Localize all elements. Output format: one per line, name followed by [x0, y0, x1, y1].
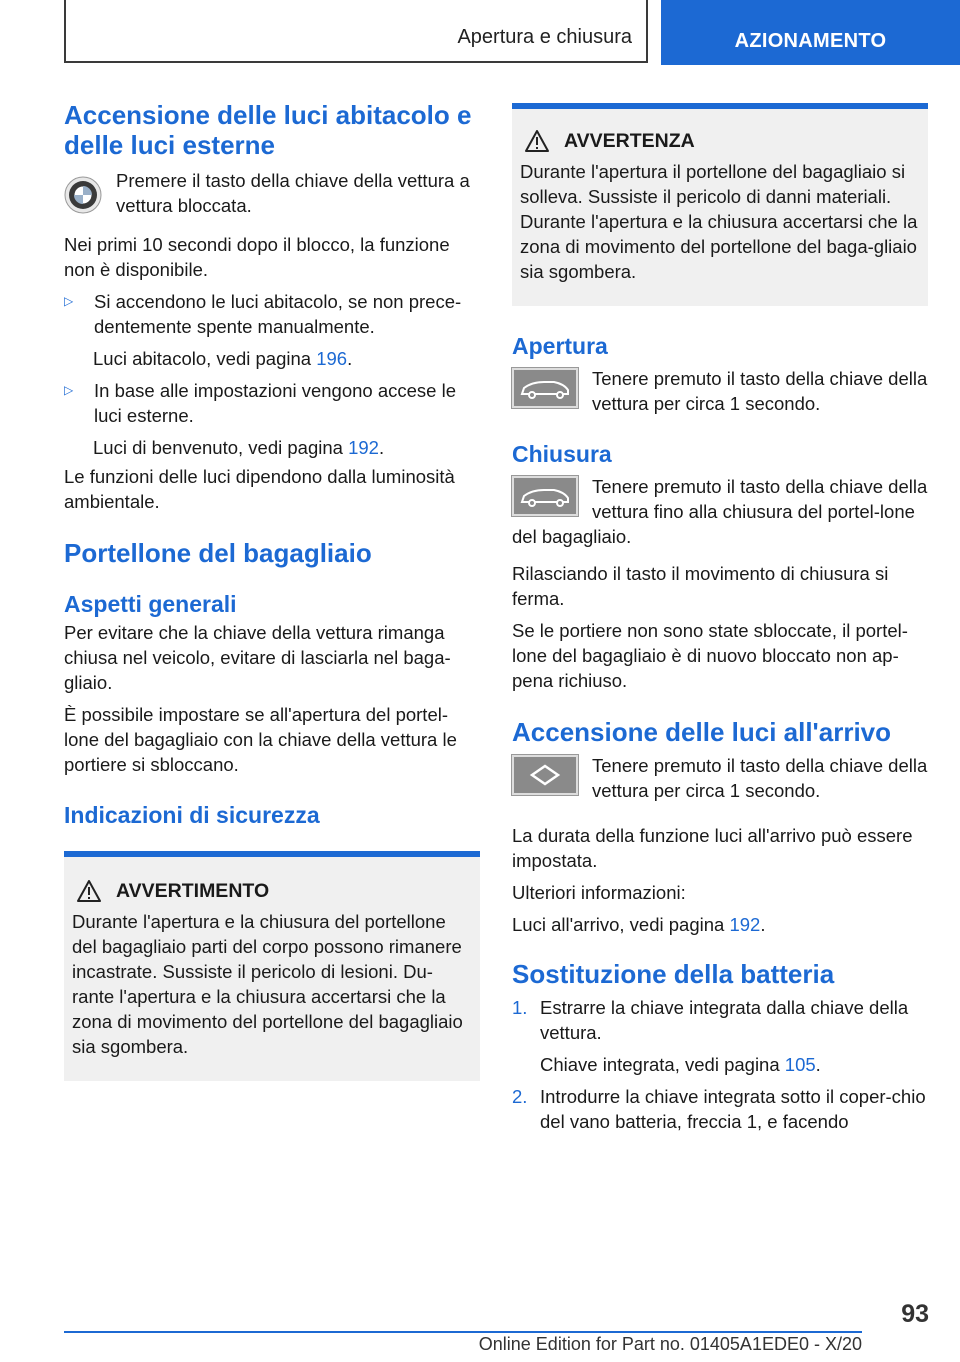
- heading-portellone: Portellone del bagagliaio: [64, 538, 372, 568]
- bullet-text: Si accendono le luci abitacolo, se non prece-dentemente spente manualmente.: [94, 291, 462, 337]
- footer-edition: Online Edition for Part no. 01405A1EDE0 - X/20: [478, 1334, 862, 1354]
- warning-title-text: AVVERTENZA: [564, 129, 695, 152]
- page-link-192[interactable]: 192: [348, 437, 379, 458]
- paragraph-apertura: Tenere premuto il tasto della chiave della vettura per circa 1 secondo.: [592, 368, 928, 414]
- warning-text: Durante l'apertura il portellone del bagagliaio si solleva. Sussiste il pericolo di danni materiali. Durante l'apertura e la chiusura accertarsi che la zona di movimento del portellone del baga-gliaio sia sgombera.: [520, 161, 918, 282]
- premere-block: [64, 168, 480, 218]
- warning-triangle-icon: [76, 879, 102, 903]
- reference-text: Luci di benvenuto, vedi pagina: [93, 437, 349, 458]
- left-column: [64, 100, 480, 1081]
- step-text: Estrarre la chiave integrata dalla chiave della vettura.: [540, 997, 909, 1043]
- paragraph-primi-secondi: Nei primi 10 secondi dopo il blocco, la funzione non è disponibile.: [64, 234, 450, 280]
- step-text: Introdurre la chiave integrata sotto il coper-chio del vano batteria, freccia 1, e facendo: [540, 1086, 926, 1132]
- warning-title: [520, 129, 920, 153]
- cross-reference: Chiave integrata, vedi pagina 105.: [540, 1054, 821, 1075]
- step-number: 1.: [512, 997, 528, 1018]
- heading-sicurezza: Indicazioni di sicurezza: [64, 802, 320, 828]
- right-column: [512, 103, 928, 1134]
- paragraph-rilasciando: Rilasciando il tasto il movimento di chiusura si ferma.: [512, 563, 889, 609]
- bullet-text: In base alle impostazioni vengono accese le luci esterne.: [94, 380, 457, 426]
- list-item: [64, 378, 480, 428]
- heading-batteria: Sostituzione della batteria: [512, 959, 835, 989]
- paragraph-evitare: Per evitare che la chiave della vettura rimanga chiusa nel veicolo, evitare di lasciarla nel baga-gliaio.: [64, 622, 451, 693]
- paragraph-premere: Premere il tasto della chiave della vettura a vettura bloccata.: [116, 170, 470, 216]
- header-chapter-tab: [661, 0, 960, 65]
- warning-triangle-icon: [524, 129, 550, 153]
- paragraph-durata: La durata della funzione luci all'arrivo può essere impostata.: [512, 825, 913, 871]
- footer-divider: [64, 1331, 862, 1333]
- bmw-key-button-icon: [64, 176, 102, 214]
- car-tailgate-icon: [512, 476, 578, 516]
- paragraph-ulteriori: Ulteriori informazioni:: [512, 882, 686, 903]
- warning-box: [64, 851, 480, 1081]
- page-header: [0, 0, 960, 66]
- page-link-105[interactable]: 105: [784, 1054, 816, 1075]
- page-number: 93: [901, 1300, 929, 1328]
- cross-reference: Luci di benvenuto, vedi pagina 192.: [93, 437, 385, 458]
- step-number: 2.: [512, 1086, 528, 1107]
- triangle-bullet-icon: ▷: [64, 383, 74, 397]
- paragraph-chiusura: Tenere premuto il tasto della chiave della vettura fino alla chiusura del portel-lone del bagagliaio.: [512, 476, 928, 547]
- arrivo-block: [512, 753, 928, 803]
- paragraph-funzioni: Le funzioni delle luci dipendono dalla luminosità ambientale.: [64, 466, 455, 512]
- page-link-192[interactable]: 192: [729, 914, 761, 935]
- heading-aspetti-generali: Aspetti generali: [64, 591, 237, 617]
- cross-reference: Luci abitacolo, vedi pagina 196.: [93, 348, 353, 369]
- reference-text: Luci abitacolo, vedi pagina: [93, 348, 317, 369]
- heading-luci-abitacolo: Accensione delle luci abitacolo e delle luci esterne: [64, 100, 472, 160]
- page-link-196[interactable]: 196: [316, 348, 348, 369]
- heading-chiusura: Chiusura: [512, 441, 612, 467]
- heading-apertura: Apertura: [512, 333, 608, 359]
- chiusura-block: [512, 474, 928, 549]
- car-tailgate-icon: [512, 368, 578, 408]
- list-item: [512, 1084, 928, 1134]
- reference-text: Chiave integrata, vedi pagina: [540, 1054, 785, 1075]
- paragraph-arrivo: Tenere premuto il tasto della chiave della vettura per circa 1 secondo.: [592, 755, 928, 801]
- header-section-title: Apertura e chiusura: [457, 26, 632, 48]
- heading-luci-arrivo: Accensione delle luci all'arrivo: [512, 717, 892, 747]
- warning-text: Durante l'apertura e la chiusura del portellone del bagagliaio parti del corpo possono rimanere incastrate. Sussiste il pericolo di lesioni. Du-rante l'apertura e la chiusura accertarsi che la zona di movimento del portellone del bagagliaio sia sgombera.: [72, 911, 463, 1057]
- header-chapter-title: AZIONAMENTO: [734, 30, 887, 52]
- list-item: [64, 289, 480, 339]
- paragraph-portiere: Se le portiere non sono state sbloccate, il portel-lone del bagagliaio è di nuovo bloccato non ap-pena richiuso.: [512, 620, 908, 691]
- diamond-icon: [512, 755, 578, 795]
- header-section-box: [64, 0, 648, 63]
- cross-reference: Luci all'arrivo, vedi pagina 192.: [512, 914, 766, 935]
- apertura-block: [512, 366, 928, 416]
- paragraph-possibile: È possibile impostare se all'apertura del portel-lone del bagagliaio con la chiave della vettura le portiere si sbloccano.: [64, 704, 457, 775]
- reference-text: Luci all'arrivo, vedi pagina: [512, 914, 730, 935]
- warning-title-text: AVVERTIMENTO: [116, 879, 270, 902]
- triangle-bullet-icon: ▷: [64, 294, 74, 308]
- warning-title: [72, 879, 472, 903]
- list-item: [512, 995, 928, 1045]
- warning-box: [512, 103, 928, 306]
